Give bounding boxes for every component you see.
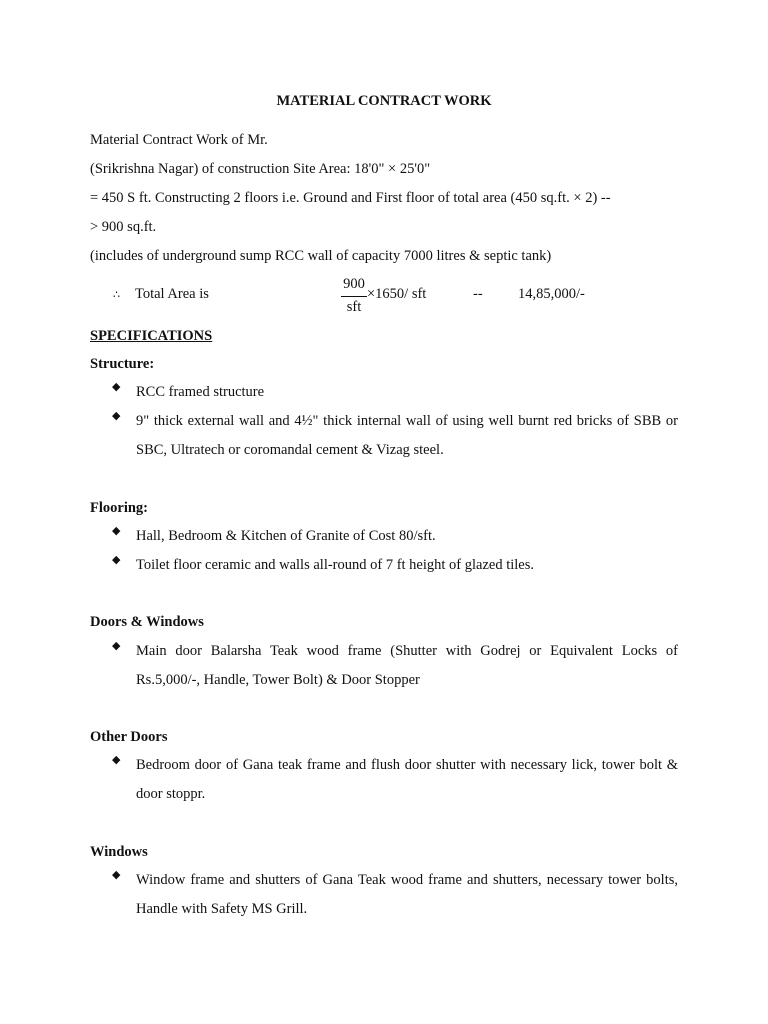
fraction-denominator: sft xyxy=(346,299,362,315)
section-heading-flooring: Flooring: xyxy=(90,500,148,516)
list-item xyxy=(112,751,678,809)
intro-line-3: = 450 S ft. Constructing 2 floors i.e. Ground and First floor of total area (450 sq.ft. × 2) -- xyxy=(90,190,611,206)
specifications-heading: SPECIFICATIONS xyxy=(90,328,213,344)
diamond-bullet-icon: ◆ xyxy=(112,554,121,566)
list-item-text: 9" thick external wall and 4½" thick internal wall of using well burnt red bricks of SBB or SBC, Ultratech or coromandal cement & Vizag steel. xyxy=(136,413,678,458)
total-area-formula xyxy=(113,276,613,320)
list-item xyxy=(112,407,678,465)
list-item-text: Hall, Bedroom & Kitchen of Granite of Cost 80/sft. xyxy=(136,528,436,544)
list-item-text: Main door Balarsha Teak wood frame (Shutter with Godrej or Equivalent Locks of Rs.5,000/-, Handle, Tower Bolt) & Door Stopper xyxy=(136,643,678,688)
section-heading-windows: Windows xyxy=(90,844,148,860)
list-item xyxy=(112,866,678,924)
list-item xyxy=(112,637,678,695)
total-amount: 14,85,000/- xyxy=(518,286,585,302)
list-item-text: Bedroom door of Gana teak frame and flush door shutter with necessary lick, tower bolt & door stoppr. xyxy=(136,757,678,802)
diamond-bullet-icon: ◆ xyxy=(112,869,121,881)
fraction-numerator: 900 xyxy=(343,276,365,292)
fraction-bar xyxy=(341,296,367,297)
section-heading-other-doors: Other Doors xyxy=(90,729,168,745)
diamond-bullet-icon: ◆ xyxy=(112,754,121,766)
list-item xyxy=(112,551,678,580)
diamond-bullet-icon: ◆ xyxy=(112,525,121,537)
list-item-text: Toilet floor ceramic and walls all-round of 7 ft height of glazed tiles. xyxy=(136,557,535,573)
list-item-text: RCC framed structure xyxy=(136,384,265,400)
diamond-bullet-icon: ◆ xyxy=(112,640,121,652)
intro-line-5: (includes of underground sump RCC wall of capacity 7000 litres & septic tank) xyxy=(90,248,552,264)
rate-multiplier: ×1650/ sft xyxy=(367,286,427,302)
formula-dash: -- xyxy=(473,286,483,302)
intro-line-4: > 900 sq.ft. xyxy=(90,219,157,235)
section-heading-doors-windows: Doors & Windows xyxy=(90,614,204,630)
intro-line-2: (Srikrishna Nagar) of construction Site Area: 18'0" × 25'0" xyxy=(90,161,431,177)
total-area-label: Total Area is xyxy=(135,286,209,302)
therefore-symbol: ∴ xyxy=(113,289,120,301)
list-item xyxy=(112,378,678,407)
document-title: MATERIAL CONTRACT WORK xyxy=(276,93,492,109)
list-item-text: Window frame and shutters of Gana Teak wood frame and shutters, necessary tower bolts, Handle with Safety MS Grill. xyxy=(136,872,678,917)
diamond-bullet-icon: ◆ xyxy=(112,410,121,422)
section-heading-structure: Structure: xyxy=(90,356,155,372)
diamond-bullet-icon: ◆ xyxy=(112,381,121,393)
list-item xyxy=(112,522,678,551)
intro-line-1: Material Contract Work of Mr. xyxy=(90,132,268,148)
